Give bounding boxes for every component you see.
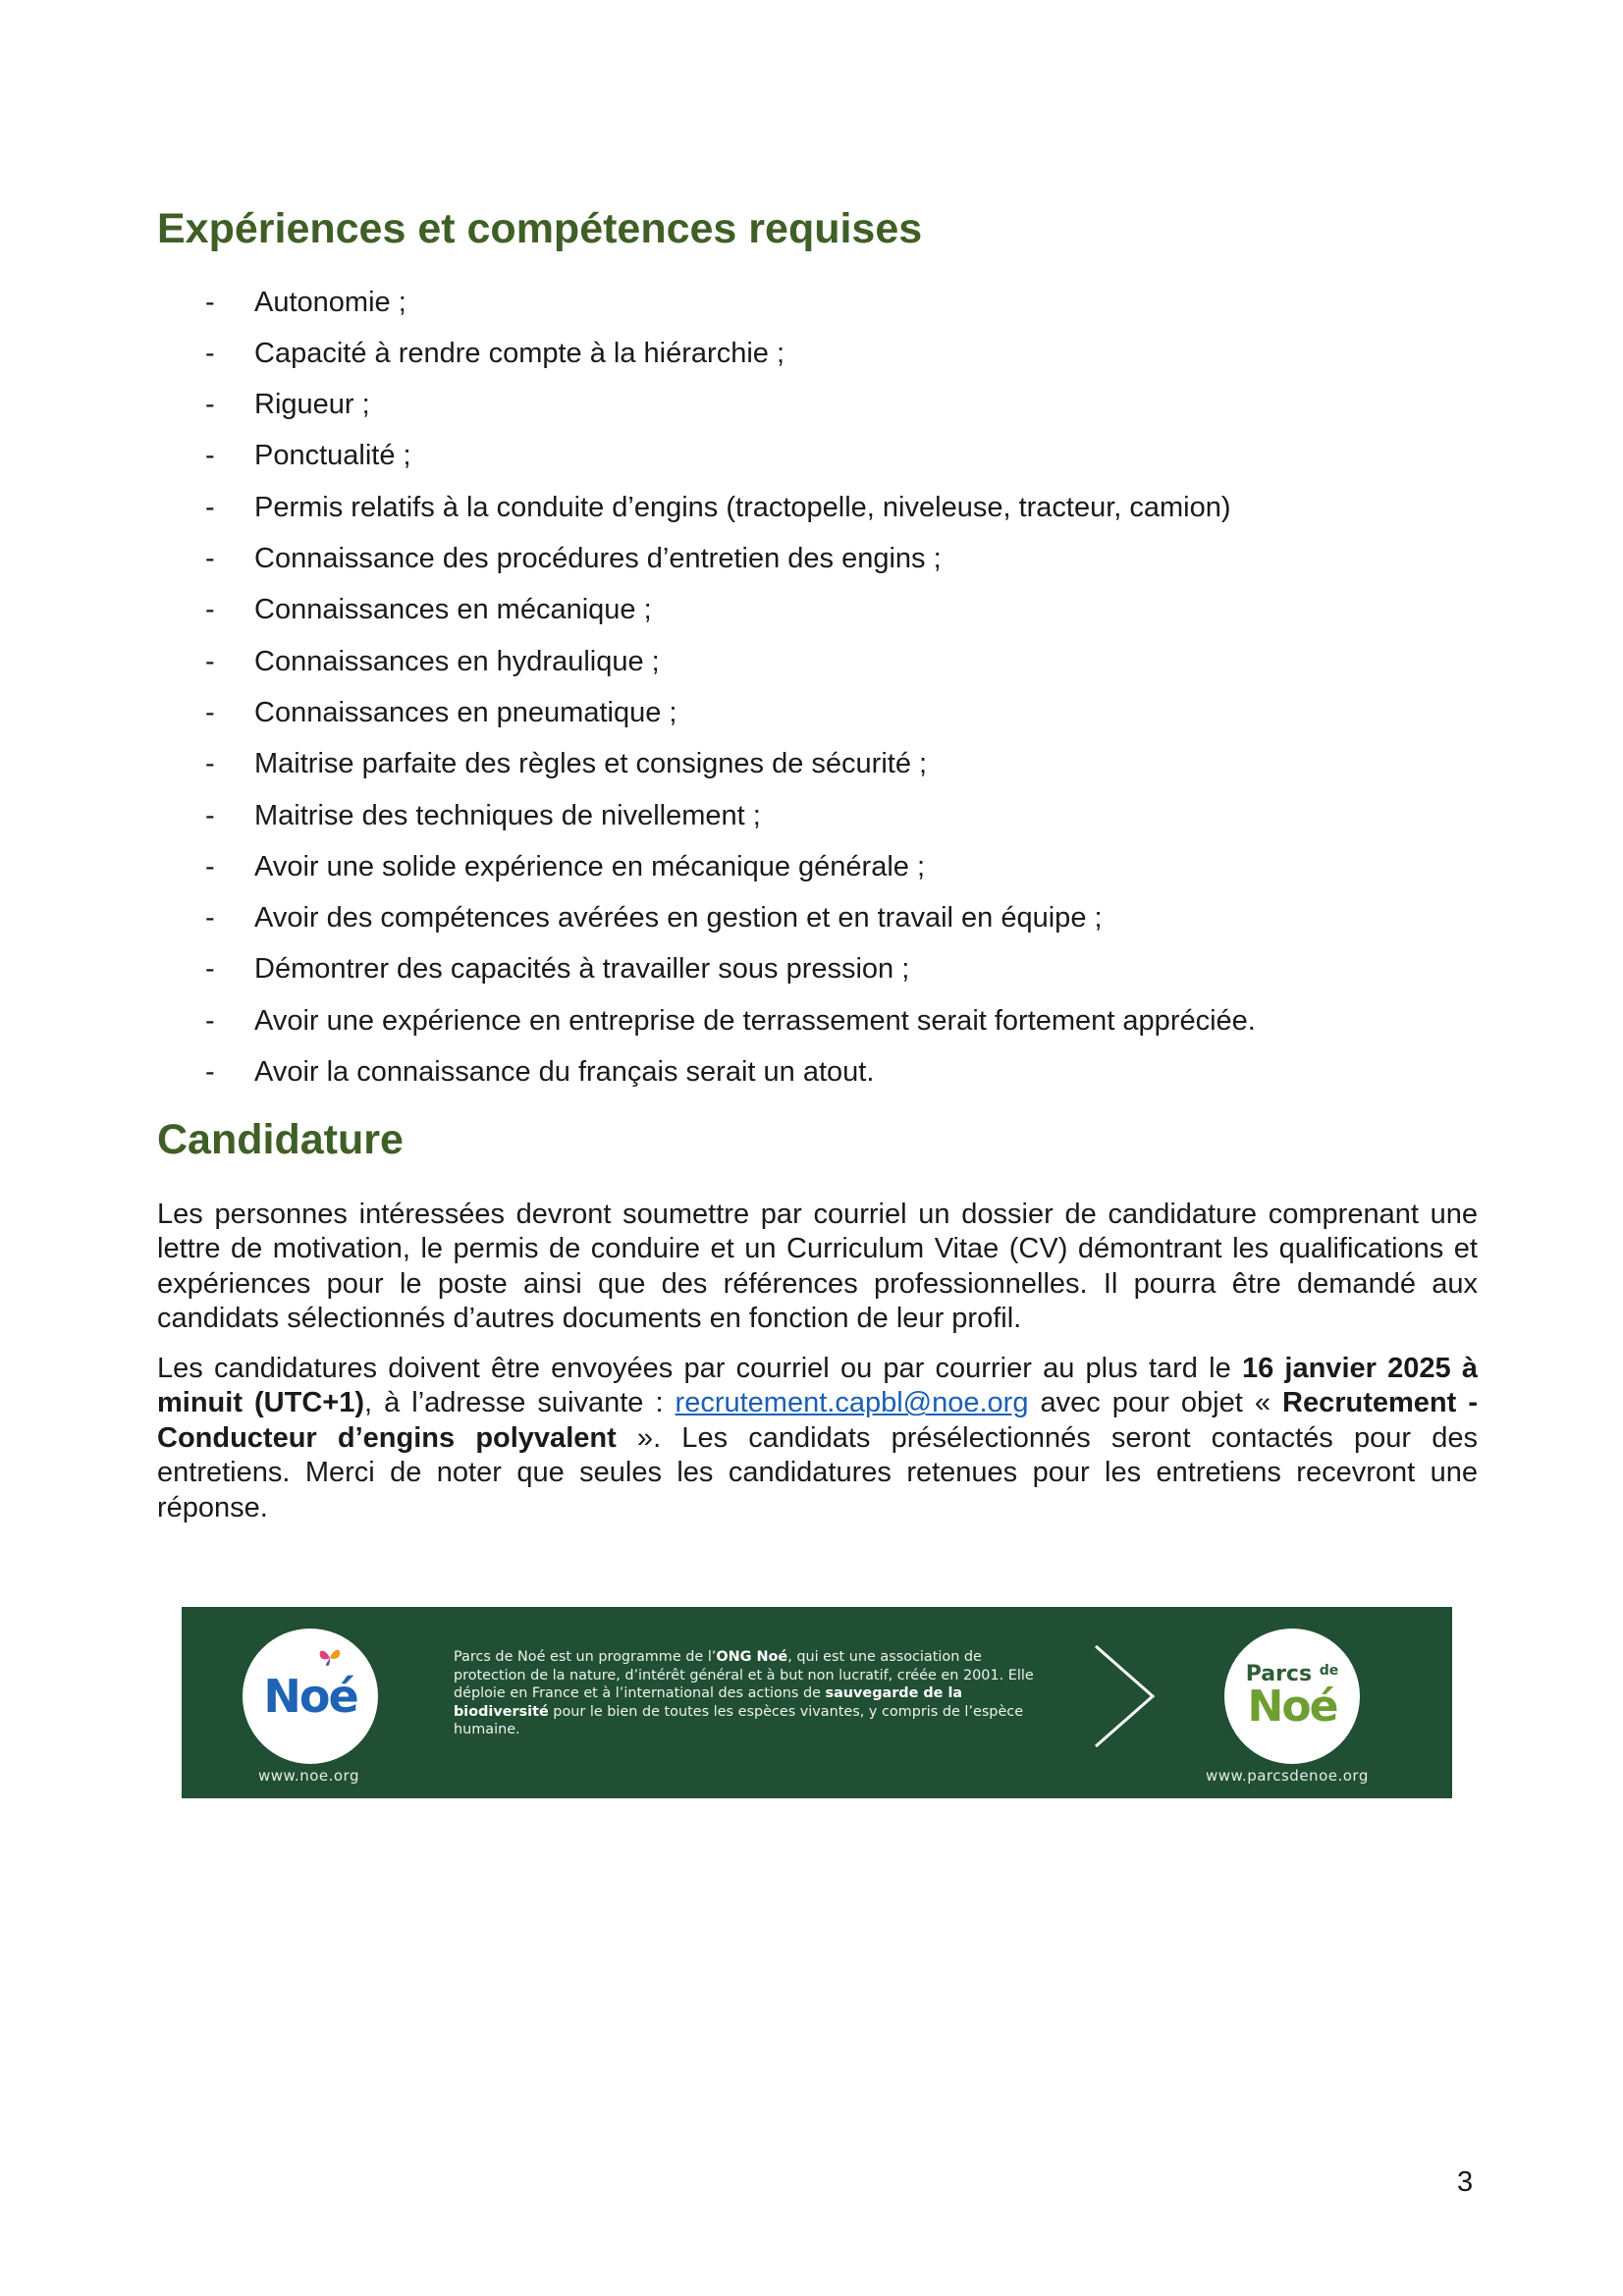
butterfly-icon [317,1646,343,1668]
list-item-text: Maitrise parfaite des règles et consignes de sécurité ; [254,748,928,780]
application-paragraph-2 [157,1352,1478,1526]
list-item [157,892,1478,943]
text-segment: pour le bien de toutes les espèces vivantes, y compris de l’espèce humaine. [454,1703,1024,1737]
text-segment: avec pour objet « [1028,1387,1282,1419]
noe-url: www.noe.org [258,1767,359,1785]
text-segment: , qui est une association de protection de la nature, d’intérêt général et à but non lucratif, créée en 2001. Elle déploie en France et à l’international des actions de [454,1649,1034,1701]
list-item [157,328,1478,379]
noe-logo [243,1629,378,1764]
list-item-text: Connaissances en pneumatique ; [254,696,677,728]
deadline: 16 janvier 2025 à minuit (UTC+1) [157,1352,1478,1419]
list-item [157,482,1478,533]
list-item [157,1046,1478,1097]
list-bullet: - [205,645,215,677]
list-item-text: Ponctualité ; [254,440,411,472]
list-bullet: - [205,594,215,626]
text-segment: Parcs de Noé est un programme de l’ [454,1649,717,1665]
list-bullet: - [205,1004,215,1037]
email-subject: Recrutement - Conducteur d’engins polyvalent [157,1387,1478,1454]
noe-green-logo-text: Noé [1247,1682,1337,1732]
list-bullet: - [205,389,215,421]
list-item-text: Démontrer des capacités à travailler sous pression ; [254,953,910,986]
email-link[interactable]: recrutement.capbl@noe.org [675,1387,1029,1419]
list-item-text: Connaissance des procédures d’entretien des engins ; [254,543,942,575]
list-item-text: Maitrise des techniques de nivellement ; [254,799,761,831]
list-bullet: - [205,953,215,986]
list-bullet: - [205,440,215,472]
chevron-right-icon [1090,1642,1159,1750]
list-item [157,584,1478,635]
list-bullet: - [205,543,215,575]
list-item-text: Connaissances en hydraulique ; [254,645,660,677]
list-item [157,533,1478,584]
list-bullet: - [205,748,215,780]
list-bullet: - [205,286,215,318]
list-bullet: - [205,902,215,934]
section-title-application: Candidature [157,1116,404,1164]
list-item [157,636,1478,687]
parcs-de-noe-logo [1224,1629,1360,1764]
list-bullet: - [205,337,215,369]
list-bullet: - [205,1056,215,1089]
list-item-text: Capacité à rendre compte à la hiérarchie ; [254,337,785,369]
list-item-text: Connaissances en mécanique ; [254,594,652,626]
list-item-text: Avoir une solide expérience en mécanique générale ; [254,850,926,882]
text-segment: ». Les candidats présélectionnés seront contactés pour des entretiens. Merci de noter que seules les candidatures retenues pour les entretiens recevront une réponse. [157,1421,1478,1523]
list-item-text: Avoir une expérience en entreprise de terrassement serait fortement appréciée. [254,1004,1256,1037]
page-content [157,204,1478,1525]
list-item-text: Avoir la connaissance du français serait un atout. [254,1056,875,1089]
list-item [157,430,1478,481]
list-bullet: - [205,799,215,831]
list-item [157,687,1478,738]
parcsdenoe-url: www.parcsdenoe.org [1206,1767,1369,1785]
list-item-text: Permis relatifs à la conduite d’engins (tractopelle, niveleuse, tracteur, camion) [254,491,1231,523]
noe-banner [182,1607,1452,1798]
de-word: de [1319,1663,1339,1679]
list-item-text: Avoir des compétences avérées en gestion et en travail en équipe ; [254,902,1103,934]
list-item-text: Rigueur ; [254,389,370,421]
list-item [157,841,1478,892]
page-number: 3 [1457,2166,1474,2198]
list-item [157,995,1478,1046]
parcs-word: Parcs [1245,1662,1313,1686]
requirements-list [157,277,1478,1098]
noe-logo-text: Noé [263,1670,357,1723]
list-item [157,277,1478,328]
list-bullet: - [205,491,215,523]
biodiversity-text: sauvegarde de la biodiversité [454,1685,963,1720]
section-title-requirements: Expériences et compétences requises [157,205,923,252]
text-segment: Les candidatures doivent être envoyées par courriel ou par courrier au plus tard le [157,1352,1242,1384]
text-segment: , à l’adresse suivante : [364,1387,676,1419]
list-item [157,379,1478,430]
ong-name: ONG Noé [716,1649,788,1665]
list-item [157,738,1478,789]
list-bullet: - [205,696,215,728]
list-item [157,943,1478,994]
banner-description [454,1648,1053,1739]
list-item [157,790,1478,841]
list-item-text: Autonomie ; [254,286,406,318]
application-paragraph-1: Les personnes intéressées devront soumettre par courriel un dossier de candidature comprenant une lettre de motivation, le permis de conduire et un Curriculum Vitae (CV) démontrant les qualifications et expériences pour le poste ainsi que des références professionnelles. Il pourra être demandé aux candidats sélectionnés d’autres documents en fonction de leur profil. [157,1198,1478,1335]
list-bullet: - [205,850,215,882]
